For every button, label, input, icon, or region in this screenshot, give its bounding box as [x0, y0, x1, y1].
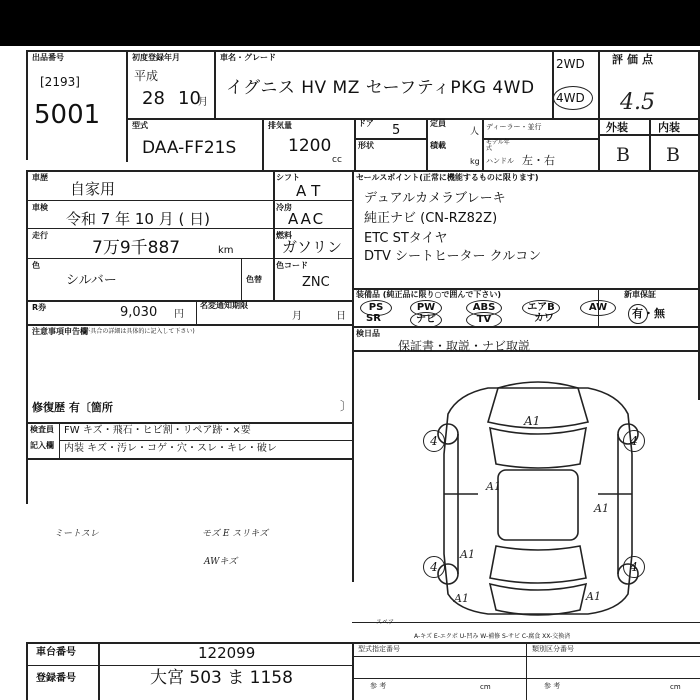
exterior-grade: B	[616, 144, 630, 166]
equip-ps: PS	[360, 300, 392, 316]
equip-airbag: エアB	[522, 300, 560, 316]
chassis-label: 車台番号	[36, 647, 76, 658]
damage-mark-left-bumper: A1	[454, 592, 469, 605]
car-damage-diagram	[418, 374, 658, 624]
model-label: 型式	[132, 121, 148, 130]
ac-value: AAC	[288, 210, 326, 228]
handwritten-note-3: AWキズ	[204, 557, 238, 567]
drive-4wd: 4WD	[556, 91, 585, 105]
registration-label: 登録番号	[36, 673, 76, 684]
inspection-value: 令和 7 年 10 月 ( 日)	[66, 210, 210, 228]
first-reg-year: 28	[142, 88, 165, 109]
color-change-label: 色替	[246, 275, 262, 284]
ref-left: 参 考	[370, 682, 387, 690]
handle-value: 左・右	[522, 154, 555, 167]
equip-aw: AW	[580, 300, 616, 316]
handle-label: ハンドル	[486, 157, 514, 165]
yen-unit: 円	[174, 309, 184, 320]
model-year-label: モデル年式	[486, 139, 510, 152]
notes-label: 注意事項申告欄	[32, 327, 88, 336]
recycle-value: 9,030	[120, 305, 158, 320]
damage-mark-right-bumper: A1	[586, 590, 601, 603]
registration-value: 大宮 503 ま 1158	[150, 668, 293, 688]
lot-sub-number: [2193]	[40, 75, 80, 89]
interior-grade: B	[666, 144, 680, 166]
spare-label: スペア	[376, 619, 395, 626]
name-change-label: 名変通知期限	[200, 301, 248, 310]
damage-mark-right-front: A1	[594, 502, 609, 515]
dealer-label: ディーラー・並行	[486, 123, 542, 131]
equip-navi: ナビ	[410, 312, 442, 328]
shift-label: シフト	[276, 173, 300, 182]
format-number-label: 型式指定番号	[358, 645, 400, 653]
load-label: 積載	[430, 141, 446, 150]
repair-bracket: 〕	[340, 399, 353, 413]
cm-right: cm	[670, 683, 681, 691]
ref-right: 参 考	[544, 682, 561, 690]
color-value: シルバー	[66, 273, 117, 288]
equip-leather: カワ	[534, 313, 554, 324]
lot-number: 5001	[34, 100, 101, 130]
tire-rear-left: 4	[423, 556, 445, 578]
cc-unit: cc	[332, 155, 342, 165]
tire-rear-right: 4	[623, 556, 645, 578]
grade-value: 4.5	[620, 90, 655, 115]
inspector-label-1: 検査員	[30, 425, 54, 434]
category-number-label: 類別区分番号	[532, 645, 574, 653]
sales-point-2: 純正ナビ (CN-RZ82Z)	[364, 211, 498, 226]
sales-point-4: DTV シートヒーター クルコン	[364, 249, 542, 264]
interior-label: 内装	[658, 121, 680, 134]
sales-point-3: ETC STタイヤ	[364, 231, 448, 246]
inspection-label: 車検	[32, 203, 48, 212]
auction-sheet	[26, 50, 700, 700]
color-code-label: 色コード	[276, 261, 308, 270]
mileage-label: 走行	[32, 231, 48, 240]
accessories-label: 検日品	[356, 329, 380, 338]
ac-label: 冷房	[276, 203, 292, 212]
new-car-warranty: 有・無	[632, 307, 665, 320]
first-reg-era: 平成	[134, 69, 159, 83]
drive-2wd: 2WD	[556, 57, 585, 71]
doors-value: 5	[392, 123, 401, 138]
tire-front-right: 4	[623, 430, 645, 452]
type-value: 自家用	[70, 180, 116, 198]
shift-value: AT	[296, 182, 327, 200]
notes-sublabel: (不具合の詳細は具体的に記入して下さい)	[82, 328, 195, 335]
shape-label: 形状	[358, 141, 374, 150]
equip-tv: TV	[466, 312, 502, 328]
chassis-value: 122099	[198, 644, 256, 662]
equip-sr: SR	[366, 313, 381, 324]
damage-mark-left-rear: A1	[460, 548, 475, 561]
mileage-value: 7万9千887	[92, 238, 181, 258]
capacity-label: 定員	[430, 119, 446, 128]
fuel-label: 燃料	[276, 231, 292, 240]
top-black-bar	[0, 0, 700, 46]
equipment-label: 装備品 (純正品に限り○で囲んで下さい)	[356, 290, 502, 299]
color-label: 色	[32, 261, 40, 270]
displacement-value: 1200	[288, 136, 332, 156]
handwritten-note-1: ミートスレ	[54, 529, 99, 539]
sales-point-1: デュアルカメラブレーキ	[364, 191, 506, 206]
displacement-label: 排気量	[268, 121, 292, 130]
accessories-value: 保証書・取説・ナビ取説	[398, 339, 531, 353]
lot-number-label: 出品番号	[32, 53, 64, 62]
equip-abs: ABS	[466, 300, 502, 316]
grade-label: 評価点	[612, 53, 657, 66]
color-code-value: ZNC	[302, 275, 330, 290]
damage-mark-hood: A1	[524, 414, 541, 428]
fw-row: FW キズ・飛石・ヒビ割・リペア跡・×要	[64, 425, 251, 436]
damage-mark-left-front: A1	[486, 480, 501, 493]
car-name-label: 車名・グレード	[220, 53, 276, 62]
inspector-label-2: 記入欄	[30, 441, 54, 450]
cm-left: cm	[480, 683, 491, 691]
tire-front-left: 4	[423, 430, 445, 452]
month-unit: 月	[198, 97, 208, 108]
fuel-value: ガソリン	[282, 238, 343, 256]
damage-legend: A-キズ E-エクボ U-凹み W-補修 S-サビ C-腐食 XX-交換済	[414, 633, 571, 640]
car-name: イグニス HV MZ セーフティPKG 4WD	[226, 78, 535, 98]
name-change-day: 日	[336, 311, 346, 322]
equip-pw: PW	[410, 300, 442, 316]
warranty-circle	[628, 304, 648, 324]
sales-points-label: セールスポイント(正常に機能するものに限ります)	[356, 173, 539, 182]
interior-row: 内装 キズ・汚レ・コゲ・穴・スレ・キレ・破レ	[64, 443, 277, 454]
model-value: DAA-FF21S	[142, 138, 237, 158]
drive-4wd-circle	[553, 86, 593, 110]
repair-label: 修復歴 有〔箇所	[32, 401, 113, 414]
capacity-unit: 人	[470, 127, 480, 137]
kg-unit: kg	[470, 157, 480, 166]
first-reg-label: 初度登録年月	[132, 53, 180, 62]
doors-label: ドア	[358, 119, 374, 128]
handwritten-note-2: モズ E スリキズ	[202, 529, 269, 539]
first-reg-month: 10	[178, 88, 201, 109]
new-car-warranty-label: 新車保証	[624, 290, 656, 299]
name-change-month: 月	[292, 311, 302, 322]
recycle-label: R券	[32, 303, 47, 312]
type-label: 車歴	[32, 173, 48, 182]
exterior-label: 外装	[606, 121, 628, 134]
km-unit: km	[218, 245, 234, 256]
